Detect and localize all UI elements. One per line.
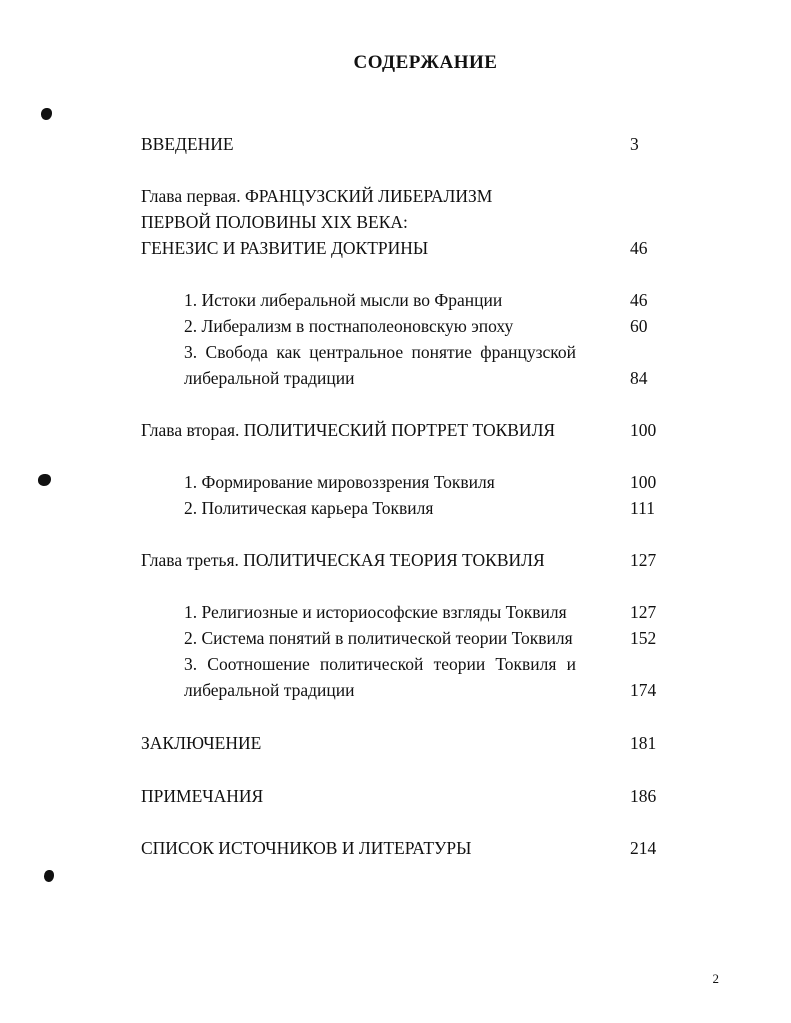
toc-chapter1-section3-line2[interactable]: либеральной традиции [184,368,355,388]
toc-chapter3[interactable]: Глава третья. ПОЛИТИЧЕСКАЯ ТЕОРИЯ ТОКВИЛЯ [141,550,545,570]
page-number-chapter3-section1: 127 [630,602,657,622]
toc-chapter2-section2[interactable]: 2. Политическая карьера Токвиля [184,498,434,518]
toc-chapter1-line2[interactable]: ПЕРВОЙ ПОЛОВИНЫ XIX ВЕКА: [141,212,408,232]
scan-speck [44,870,54,882]
page-number-chapter3-section3: 174 [630,680,657,700]
page-number-chapter2: 100 [630,420,657,440]
page-number-introduction: 3 [630,134,639,154]
toc-chapter1-section1[interactable]: 1. Истоки либеральной мысли во Франции [184,290,503,310]
page-title: СОДЕРЖАНИЕ [353,52,498,73]
toc-chapter1-line1[interactable]: Глава первая. ФРАНЦУЗСКИЙ ЛИБЕРАЛИЗМ [141,186,493,206]
page-number-sources: 214 [630,838,657,858]
toc-entry-conclusion[interactable]: ЗАКЛЮЧЕНИЕ [141,733,262,753]
scan-speck [41,108,52,120]
toc-entry-notes[interactable]: ПРИМЕЧАНИЯ [141,786,264,806]
page-number-chapter1: 46 [630,238,648,258]
page-number-chapter2-section2: 111 [630,498,655,518]
toc-entry-sources[interactable]: СПИСОК ИСТОЧНИКОВ И ЛИТЕРАТУРЫ [141,838,472,858]
page-number-chapter2-section1: 100 [630,472,657,492]
toc-chapter2-section1[interactable]: 1. Формирование мировоззрения Токвиля [184,472,495,492]
toc-chapter2[interactable]: Глава вторая. ПОЛИТИЧЕСКИЙ ПОРТРЕТ ТОКВИЛЯ [141,420,556,440]
page-number-chapter1-section2: 60 [630,316,648,336]
page-number-chapter1-section3: 84 [630,368,648,388]
page-number-chapter1-section1: 46 [630,290,648,310]
page-number-chapter3-section2: 152 [630,628,657,648]
scan-speck [38,474,51,486]
toc-chapter3-section2[interactable]: 2. Система понятий в политической теории Токвиля [184,628,573,648]
toc-chapter1-section3-line1[interactable]: 3. Свобода как центральное понятие французской [184,342,576,362]
toc-chapter1-line3[interactable]: ГЕНЕЗИС И РАЗВИТИЕ ДОКТРИНЫ [141,238,429,258]
toc-entry-introduction[interactable]: ВВЕДЕНИЕ [141,134,234,154]
toc-chapter3-section3-line1[interactable]: 3. Соотношение политической теории Токвиля и [184,654,576,674]
page-number-chapter3: 127 [630,550,657,570]
toc-chapter3-section3-line2[interactable]: либеральной традиции [184,680,355,700]
toc-chapter3-section1[interactable]: 1. Религиозные и историософские взгляды Токвиля [184,602,567,622]
toc-chapter1-section2[interactable]: 2. Либерализм в постнаполеоновскую эпоху [184,316,514,336]
page-number-notes: 186 [630,786,657,806]
page-footer-number: 2 [712,971,719,986]
page-number-conclusion: 181 [630,733,657,753]
